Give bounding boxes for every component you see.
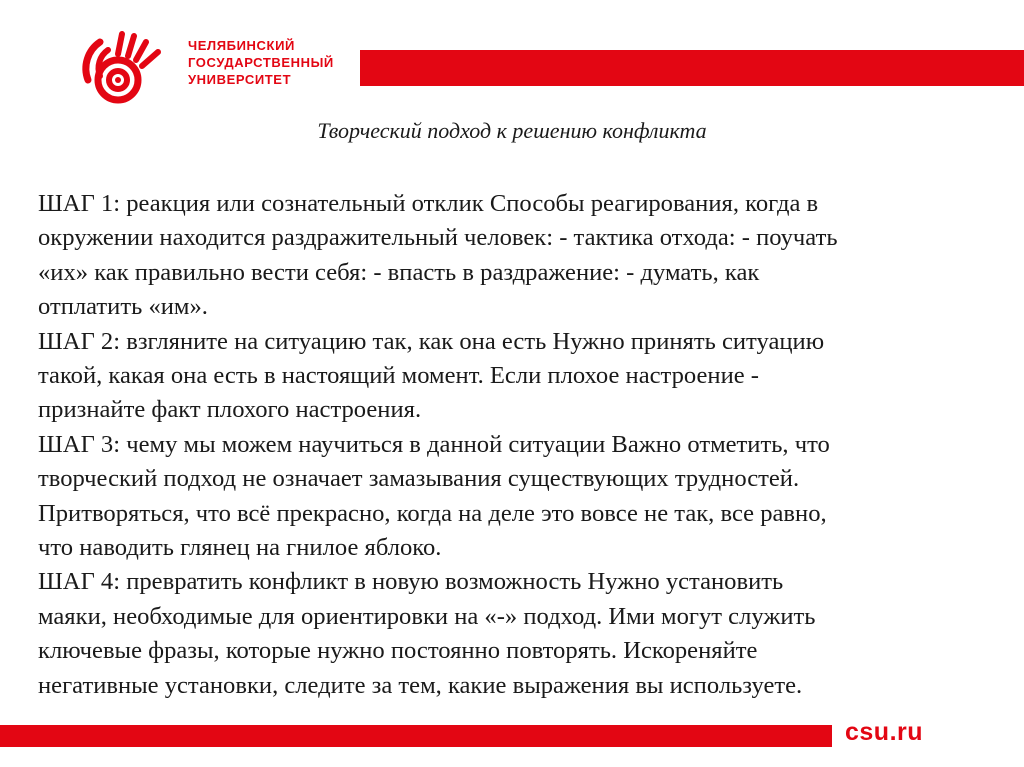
university-name xyxy=(188,37,334,88)
body-line: ШАГ 1: реакция или сознательный отклик Способы реагирования, когда в xyxy=(38,190,819,217)
body-line: ШАГ 2: взгляните на ситуацию так, как она есть Нужно принять ситуацию xyxy=(38,327,825,355)
body-line: негативные установки, следите за тем, какие выражения вы используете. xyxy=(38,671,803,699)
body-line: ШАГ 4: превратить конфликт в новую возможность Нужно установить xyxy=(38,568,784,596)
footer-red-bar xyxy=(0,725,832,747)
body-line: признайте факт плохого настроения. xyxy=(38,396,422,424)
body-line: окружении находится раздражительный человек: - тактика отхода: - поучать xyxy=(38,224,838,252)
logo-line-2: ГОСУДАРСТВЕННЫЙ xyxy=(188,55,334,70)
body-line: ключевые фразы, которые нужно постоянно повторять. Искореняйте xyxy=(38,637,758,665)
body-line: ШАГ 3: чему мы можем научиться в данной ситуации Важно отметить, что xyxy=(38,430,830,458)
logo-line-1: ЧЕЛЯБИНСКИЙ xyxy=(188,38,295,53)
body-line: «их» как правильно вести себя: - впасть в раздражение: - думать, как xyxy=(38,258,760,286)
body-line: маяки, необходимые для ориентировки на «-» подход. Ими могут служить xyxy=(38,602,816,630)
university-logo-icon xyxy=(78,28,168,108)
site-url: csu.ru xyxy=(845,718,924,746)
slide-title: Творческий подход к решению конфликта xyxy=(317,118,707,143)
slide-body xyxy=(38,187,998,703)
logo-line-3: УНИВЕРСИТЕТ xyxy=(188,72,292,87)
body-line: Притворяться, что всё прекрасно, когда на деле это вовсе не так, все равно, xyxy=(38,499,827,527)
body-line: такой, какая она есть в настоящий момент. Если плохое настроение - xyxy=(38,362,759,390)
body-line: отплатить «им». xyxy=(38,293,208,321)
header-red-bar xyxy=(360,50,1024,86)
body-line: творческий подход не означает замазывания существующих трудностей. xyxy=(38,465,800,493)
body-line: что наводить глянец на гнилое яблоко. xyxy=(38,534,442,562)
